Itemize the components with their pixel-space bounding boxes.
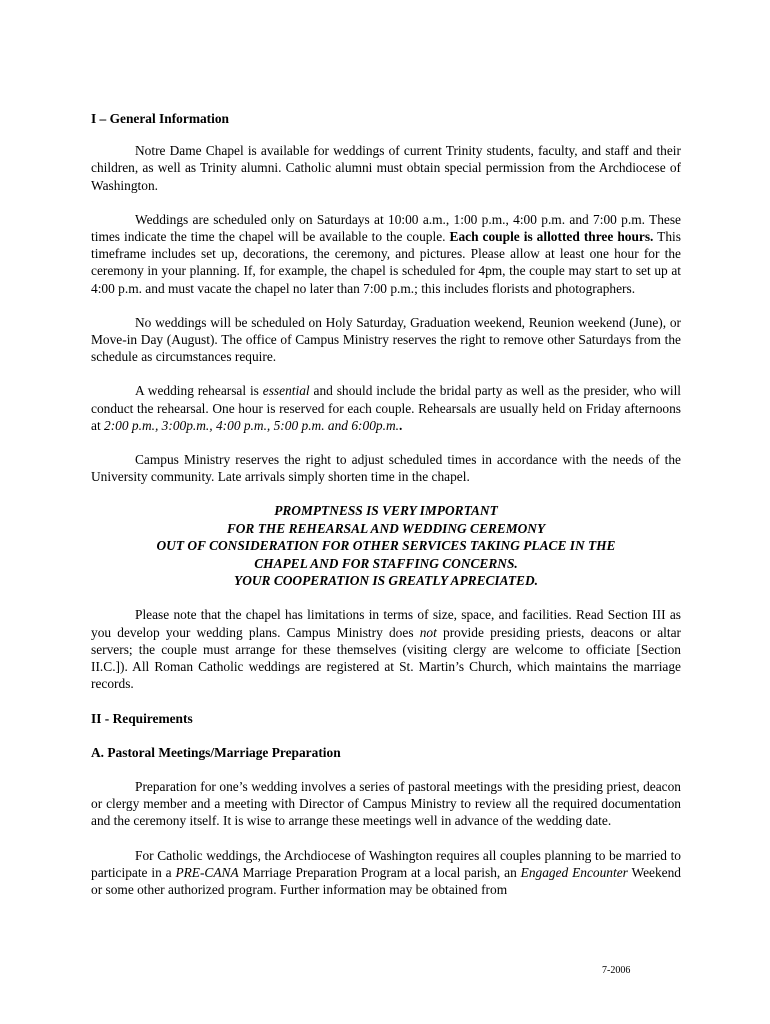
notice-line: CHAPEL AND FOR STAFFING CONCERNS. — [254, 555, 518, 571]
notice-line: YOUR COOPERATION IS GREATLY APRECIATED. — [234, 573, 538, 589]
rehearsal-italic-essential: essential — [262, 383, 310, 399]
rehearsal-text-1: A wedding rehearsal is — [135, 383, 263, 399]
pre-cana-text-2: Marriage Preparation Program at a local parish, an — [238, 864, 521, 880]
document-page — [91, 110, 681, 898]
paragraph-adjust-times: Campus Ministry reserves the right to adjust scheduled times in accordance with the needs of the University community. Late arrivals simply shorten time in the chapel. — [91, 452, 681, 485]
paragraph-eligibility: Notre Dame Chapel is available for weddings of current Trinity students, faculty, and staff and their children, as well as Trinity alumni. Catholic alumni must obtain special permission from the Archdiocese of Washington. — [91, 143, 681, 193]
section-heading-general-information: I – General Information — [91, 111, 229, 126]
notice-line: FOR THE REHEARSAL AND WEDDING CEREMONY — [226, 520, 546, 536]
rehearsal-italic-times: 2:00 p.m., 3:00p.m., 4:00 p.m., 5:00 p.m. and 6:00p.m. — [104, 417, 399, 433]
notice-line: PROMPTNESS IS VERY IMPORTANT — [274, 503, 498, 519]
engaged-encounter-italic: Engaged Encounter — [520, 864, 628, 880]
limitations-italic-not: not — [419, 624, 437, 640]
paragraph-blackout-dates: No weddings will be scheduled on Holy Saturday, Graduation weekend, Reunion weekend (June), or Move-in Day (August). The office of Campus Ministry reserves the right to remove other Saturdays from the schedule as circumstances require. — [91, 314, 681, 365]
rehearsal-text-2: and should include the bridal party as well as the presider, who will conduct the rehearsal. One hour is reserved for each couple. Rehearsals are usually held on Friday afternoons at — [91, 383, 682, 433]
limitations-text-2: provide presiding priests, deacons or altar servers; the couple must arrange for these themselves (visiting clergy are welcome to officiate [Section II.C.]). All Roman Catholic weddings are registered at St. Martin’s Church, which maintains the marriage records. — [91, 624, 681, 692]
rehearsal-period: . — [398, 417, 403, 433]
paragraph-rehearsal — [91, 382, 681, 434]
schedule-bold-text: Each couple is allotted three hours. — [449, 229, 654, 245]
paragraph-limitations — [91, 606, 681, 692]
notice-line: OUT OF CONSIDERATION FOR OTHER SERVICES TAKING PLACE IN THE — [156, 538, 616, 554]
paragraph-pre-cana — [91, 847, 681, 899]
limitations-text-1: Please note that the chapel has limitations in terms of size, space, and facilities. Read Section III as you develop your wedding plans. Campus Ministry does — [91, 607, 681, 640]
schedule-text-1: Weddings are scheduled only on Saturdays at 10:00 a.m., 1:00 p.m., 4:00 p.m. and 7:00 p.m. These times indicate the time the chapel will be available to the couple. — [91, 211, 681, 245]
pre-cana-text-1: For Catholic weddings, the Archdiocese of Washington requires all couples planning to be married to participate in a — [91, 847, 681, 880]
pre-cana-text-3: Weekend or some other authorized program. Further information may be obtained from — [91, 864, 681, 897]
subheading-pastoral-meetings: A. Pastoral Meetings/Marriage Preparation — [91, 744, 341, 760]
section-heading-requirements: II - Requirements — [91, 710, 193, 726]
promptness-notice — [91, 502, 681, 589]
schedule-text-2: This timeframe includes set up, decorations, the ceremony, and pictures. Please allow at least one hour for the ceremony in your planning. If, for example, the chapel is scheduled for 4pm, the couple may start to set up at 4:00 p.m. and must vacate the chapel no later than 7:00 p.m.; this includes florists and photographers. — [91, 229, 681, 296]
pre-cana-italic: PRE-CANA — [175, 864, 239, 880]
paragraph-preparation: Preparation for one’s wedding involves a series of pastoral meetings with the presiding priest, deacon or clergy member and a meeting with Director of Campus Ministry to review all the required documentation and the ceremony itself. It is wise to arrange these meetings well in advance of the wedding date. — [91, 778, 681, 829]
paragraph-schedule — [91, 211, 681, 297]
footer-revision-code: 7-2006 — [602, 965, 631, 976]
